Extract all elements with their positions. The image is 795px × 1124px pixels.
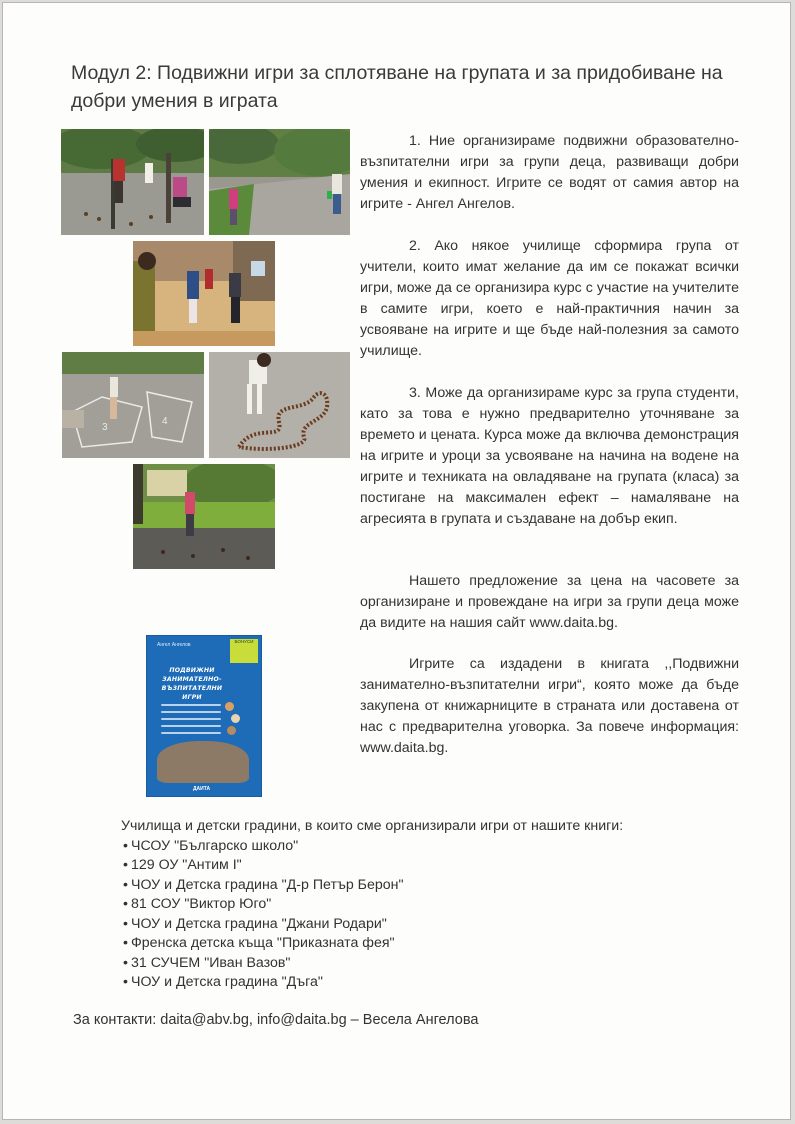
list-item: • 31 СУЧЕМ "Иван Вазов" <box>121 954 681 974</box>
photo-classroom <box>133 241 275 346</box>
book-publisher: ДАИТА <box>193 786 211 792</box>
list-item: • ЧОУ и Детска градина "Джани Родари" <box>121 915 681 935</box>
photo-children-path-2 <box>209 129 350 235</box>
paragraph-3: 3. Може да организираме курс за група студенти, като за това е нужно предварително уточняване за времето и цената. Курса може да включва демонстрация на игрите и уроци за усвояване на начина на водене на игрите и техниката на овладяване на групата (класа) за постигане на максимален ефект – намаляване на агресията в групата и създаване на добър екип. <box>360 385 739 527</box>
list-item: • ЧСОУ "Българско школо" <box>121 837 681 857</box>
photo-park <box>133 464 275 569</box>
document-page <box>2 2 791 1120</box>
list-item: • 81 СОУ "Виктор Юго" <box>121 895 681 915</box>
svg-text:4: 4 <box>162 416 168 427</box>
photo-children-path-1 <box>61 129 204 235</box>
book-cover-image <box>147 636 261 796</box>
book-feature-lines <box>161 704 221 739</box>
paragraph-4: Нашето предложение за цена на часовете за организиране и провеждане на игри за групи деца може да видите на нашия сайт www.daita.bg. <box>360 573 739 631</box>
book-title: ПОДВИЖНИ ЗАНИМАТЕЛНО-ВЪЗПИТАТЕЛНИ ИГРИ <box>161 667 223 701</box>
photo-chalk-game <box>62 352 204 458</box>
list-item: • Френска детска къща "Приказната фея" <box>121 934 681 954</box>
photo-chestnut-pattern <box>209 352 350 458</box>
schools-section <box>121 817 681 993</box>
book-author: Ангел Ангелов <box>157 642 191 648</box>
page-title: Модул 2: Подвижни игри за сплотяване на групата и за придобиване на добри умения в играта <box>71 62 723 112</box>
list-item: • 129 ОУ "Антим I" <box>121 856 681 876</box>
contacts-line: За контакти: daita@abv.bg, info@daita.bg – Весела Ангелова <box>73 1012 479 1028</box>
paragraph-2: 2. Ако някое училище сформира група от учители, които имат желание да им се покажат всички игри, може да се организира курс с участие на учителите в самите игри, което е най-практичния начин за усвояване на игрите и ще бъде най-полезния за самото училище. <box>360 238 739 359</box>
book-cover-photo <box>157 741 249 783</box>
paragraph-5: Игрите са издадени в книгата ,,Подвижни занимателно-възпитателни игри“, която може да бъде закупена от книжарниците в страната или доставена от нас с предварителна уговорка. За повече информация: www.daita.bg. <box>360 656 739 756</box>
paragraph-1: 1. Ние организираме подвижни образователно-възпитателни игри за групи деца, развиващи добри умения и екипност. Игрите се водят от самия автор на игрите - Ангел Ангелов. <box>360 133 739 212</box>
schools-list <box>121 837 681 993</box>
list-item: • ЧОУ и Детска градина "Дъга" <box>121 973 681 993</box>
list-item: • ЧОУ и Детска градина "Д-р Петър Берон" <box>121 876 681 896</box>
schools-intro: Училища и детски градини, в които сме организирали игри от нашите книги: <box>121 818 624 834</box>
svg-text:3: 3 <box>102 422 108 433</box>
book-bonus-badge: БОНУСИ <box>230 639 258 663</box>
